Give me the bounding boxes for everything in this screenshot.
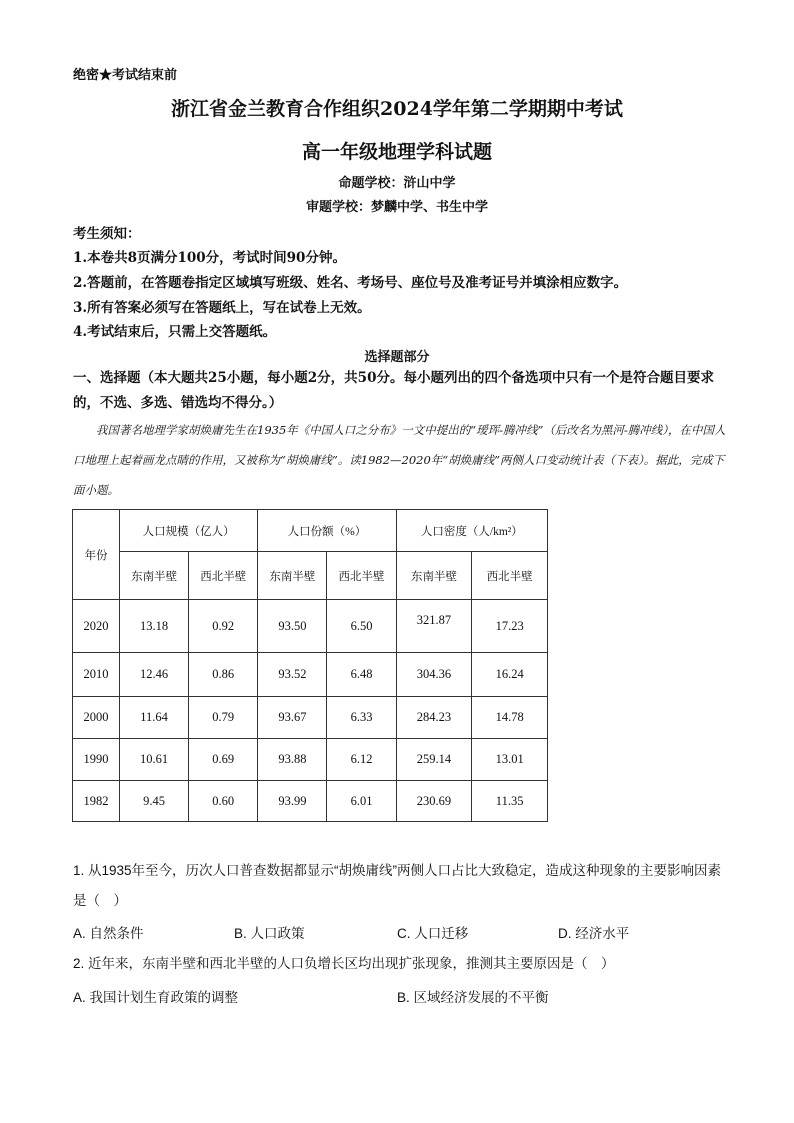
group-header: 人口密度（人/km²） [396,510,547,552]
sub-header: 东南半壁 [258,552,327,600]
table-cell: 1990 [73,739,120,781]
table-cell: 13.01 [472,739,548,781]
table-cell: 0.69 [189,739,258,781]
table-cell: 0.86 [189,653,258,697]
notice-item: 2.答题前，在答题卷指定区域填写班级、姓名、考场号、座位号及准考证号并填涂相应数字。 [73,275,628,291]
notice-item: 3.所有答案必须写在答题纸上，写在试卷上无效。 [73,300,371,316]
table-cell: 93.88 [258,739,327,781]
table-cell: 0.92 [189,600,258,653]
table-cell: 0.79 [189,697,258,739]
table-cell: 17.23 [472,600,548,653]
question-2-stem: 2. 近年来，东南半壁和西北半壁的人口负增长区均出现扩张现象，推测其主要原因是（ ） [73,956,615,971]
table-cell: 93.99 [258,781,327,822]
table-cell: 284.23 [396,697,472,739]
notice-item: 1.本卷共8页满分100分，考试时间90分钟。 [73,250,346,266]
question-1-option[interactable]: A. 自然条件 [73,926,144,941]
table-cell: 13.18 [120,600,189,653]
table-cell: 6.48 [327,653,396,697]
year-header: 年份 [73,510,120,600]
passage [73,415,727,505]
question-2-option[interactable]: A. 我国计划生育政策的调整 [73,990,239,1005]
table-cell: 2010 [73,653,120,697]
part1-heading: 一、选择题（本大题共25小题，每小题2分，共50分。每小题列出的四个备选项中只有一个是符合题目要求的，不选、多选、错选均不得分。） [73,370,714,411]
notice-heading: 考生须知： [73,226,141,242]
table-cell: 9.45 [120,781,189,822]
table-cell: 304.36 [396,653,472,697]
table-cell: 16.24 [472,653,548,697]
notice-item: 4.考试结束后，只需上交答题纸。 [73,324,277,340]
table-row [73,697,548,739]
table-row [73,600,548,653]
question-1-option[interactable]: B. 人口政策 [234,926,305,941]
group-header: 人口规模（亿人） [120,510,258,552]
question-1-stem: 1. 从1935年至今，历次人口普查数据都显示“胡焕庸线”两侧人口占比大致稳定，造成这种现象的主要影响因素是（ ） [73,863,722,908]
table-cell: 6.33 [327,697,396,739]
section-title: 选择题部分 [364,350,430,365]
question-2-option[interactable]: B. 区域经济发展的不平衡 [397,990,549,1005]
table-cell: 6.01 [327,781,396,822]
exam-subtitle: 高一年级地理学科试题 [301,141,492,163]
question-1-option[interactable]: D. 经济水平 [558,926,630,941]
sub-header: 东南半壁 [396,552,472,600]
group-header: 人口份额（%） [258,510,396,552]
question-1-option[interactable]: C. 人口迁移 [397,926,469,941]
confidential-label: 绝密★考试结束前 [73,68,178,83]
table-cell: 93.67 [258,697,327,739]
table-cell: 11.35 [472,781,548,822]
table-row [73,653,548,697]
table-cell: 14.78 [472,697,548,739]
sub-header: 西北半壁 [189,552,258,600]
table-cell: 93.52 [258,653,327,697]
sub-header: 西北半壁 [472,552,548,600]
table-cell: 11.64 [120,697,189,739]
exam-title: 浙江省金兰教育合作组织2024学年第二学期期中考试 [171,98,623,120]
table-cell: 2000 [73,697,120,739]
table-cell: 12.46 [120,653,189,697]
table-cell: 93.50 [258,600,327,653]
sub-header: 东南半壁 [120,552,189,600]
table-cell: 10.61 [120,739,189,781]
table-cell: 259.14 [396,739,472,781]
setter-school: 命题学校：浒山中学 [338,176,456,191]
table-cell: 321.87 [396,600,472,653]
passage-text: 我国著名地理学家胡焕庸先生在1935年《中国人口之分布》一文中提出的“瑷珲-腾冲线”（后改名为黑河-腾冲线），在中国人口地理上起着画龙点睛的作用，又被称为“胡焕庸线”。读1982—2020年“胡焕庸线”两侧人口变动统计表（下表）。据此，完成下面小题。 [73,423,726,497]
table-cell: 0.60 [189,781,258,822]
reviewer-school: 审题学校：梦麟中学、书生中学 [305,200,488,215]
table-cell: 230.69 [396,781,472,822]
table-cell: 1982 [73,781,120,822]
table-row [73,739,548,781]
sub-header: 西北半壁 [327,552,396,600]
table-cell: 2020 [73,600,120,653]
table-cell: 6.50 [327,600,396,653]
table-cell: 6.12 [327,739,396,781]
table-row [73,781,548,822]
population-table [72,509,548,822]
